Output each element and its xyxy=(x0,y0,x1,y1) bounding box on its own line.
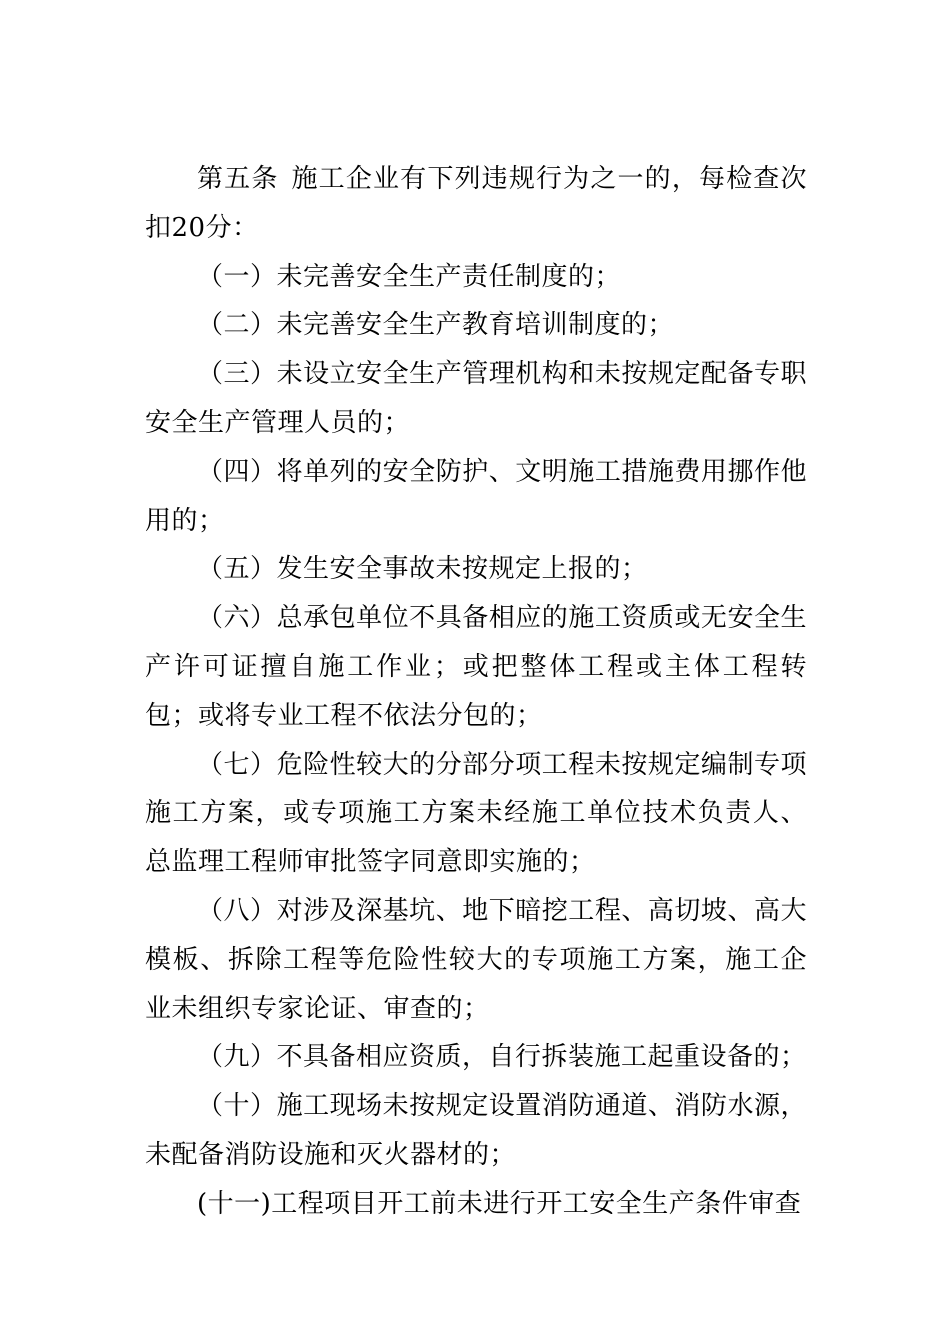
item-11: (十一)工程项目开工前未进行开工安全生产条件审查 xyxy=(197,1188,802,1219)
item-1: （一）未完善安全生产责任制度的； xyxy=(197,261,622,292)
article-heading: 第五条 xyxy=(197,164,279,194)
item-3: （三）未设立安全生产管理机构和未按规定配备专职安全生产管理人员的； xyxy=(145,359,807,438)
item-9: （九）不具备相应资质，自行拆装施工起重设备的； xyxy=(197,1042,807,1073)
item-5: （五）发生安全事故未按规定上报的； xyxy=(197,554,648,585)
item-10: （十）施工现场未按规定设置消防通道、消防水源，未配备消防设施和灭火器材的； xyxy=(145,1091,807,1170)
item-7: （七）危险性较大的分部分项工程未按规定编制专项施工方案，或专项施工方案未经施工单位技术负责人、总监理工程师审批签字同意即实施的； xyxy=(145,749,807,878)
article-intro: 施工企业有下列违规行为之一的，每检查次扣20分： xyxy=(145,164,807,243)
item-8: （八）对涉及深基坑、地下暗挖工程、高切坡、高大模板、拆除工程等危险性较大的专项施工方案，施工企业未组织专家论证、审查的； xyxy=(145,895,807,1024)
item-4: （四）将单列的安全防护、文明施工措施费用挪作他用的； xyxy=(145,456,807,536)
item-6: （六）总承包单位不具备相应的施工资质或无安全生产许可证擅自施工作业；或把整体工程或主体工程转包；或将专业工程不依法分包的； xyxy=(145,603,807,731)
article-five-paragraph xyxy=(145,155,807,253)
document-body xyxy=(145,155,807,1229)
item-2: （二）未完善安全生产教育培训制度的； xyxy=(197,310,675,341)
